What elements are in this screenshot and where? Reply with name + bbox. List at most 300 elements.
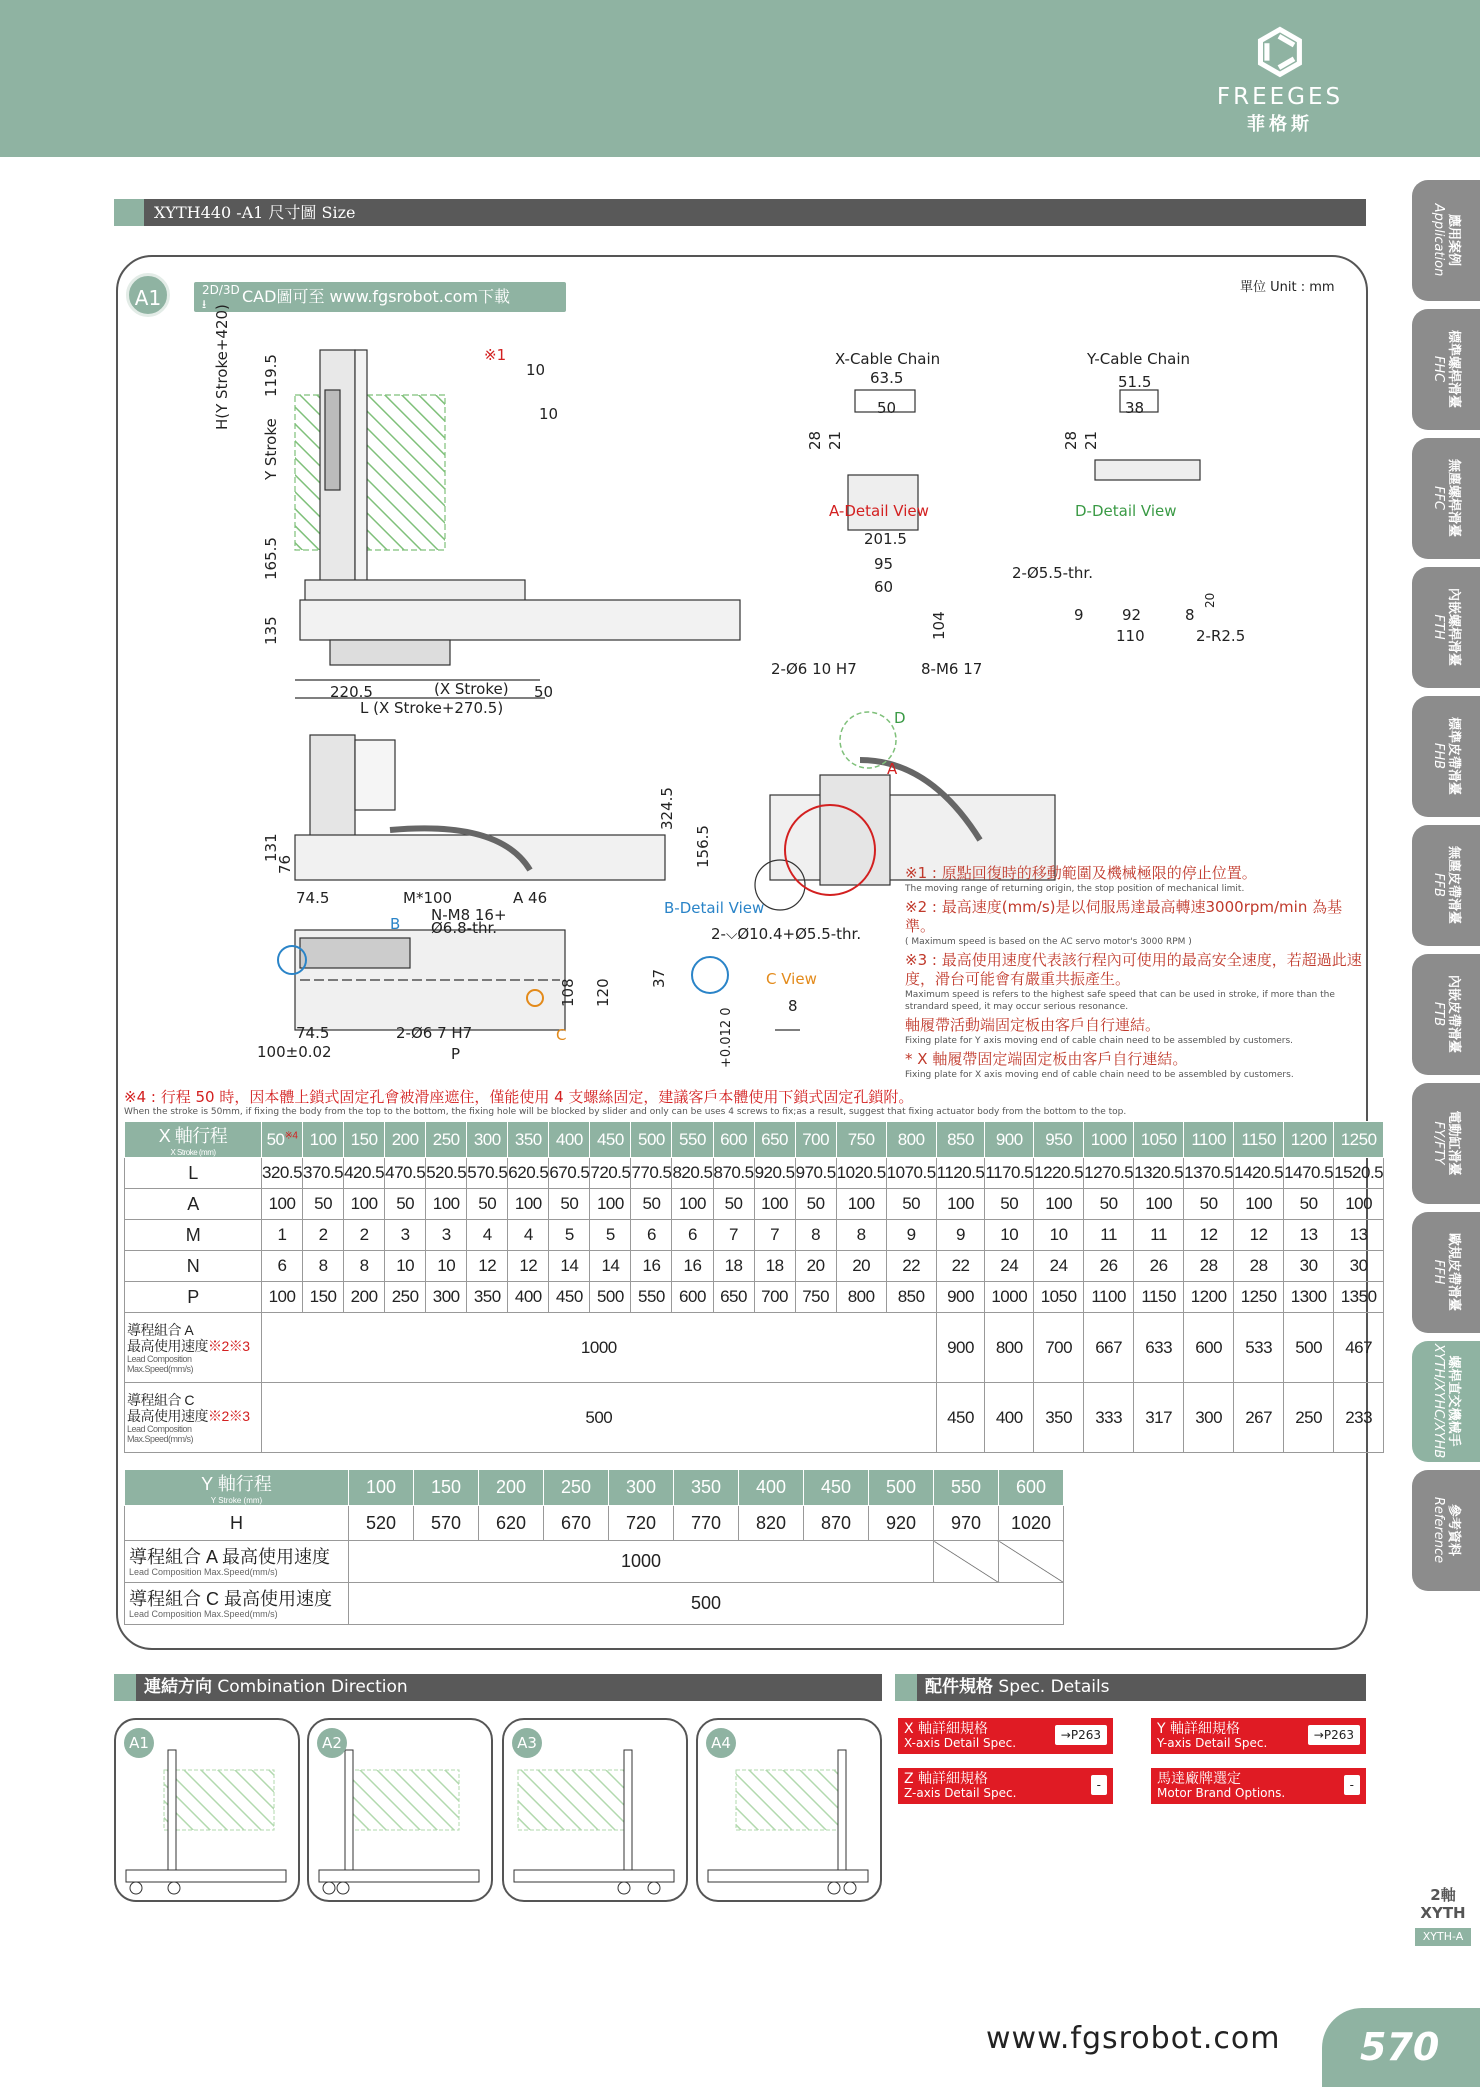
x-table-cell: 100 (754, 1189, 795, 1220)
dim-119: 119.5 (262, 354, 280, 397)
y-speed-a-label: 導程組合 A 最高使用速度 Lead Composition Max.Speed(mm/s) (125, 1541, 349, 1583)
x-table-cell: 11 (1134, 1220, 1184, 1251)
x-table-cell: 1300 (1284, 1282, 1334, 1313)
x-speed-cell: 700 (1034, 1313, 1084, 1383)
x-table-cell: 800 (836, 1282, 886, 1313)
speed-label-en1: Lead Composition (127, 1423, 192, 1434)
x-speed-cell: 600 (1184, 1313, 1234, 1383)
x-table-cell: 8 (303, 1251, 344, 1282)
y-h-cell: 770 (674, 1506, 739, 1541)
x-table-cell: 2 (344, 1220, 385, 1251)
d-thread: 2-Ø5.5-thr. (1012, 564, 1093, 582)
x-table-cell: 50 (549, 1189, 590, 1220)
y-table-header-label: Y 軸行程 Y Stroke (mm) (125, 1470, 349, 1506)
x-table-cell: 8 (344, 1251, 385, 1282)
b-detail-view-title: B-Detail View (664, 899, 765, 917)
x-table-cell: 900 (936, 1282, 985, 1313)
x-stroke-cell: 550 (672, 1122, 713, 1158)
x-speed-cell: 800 (985, 1313, 1034, 1383)
x-speed-cell: 250 (1284, 1383, 1334, 1453)
dim-50: 50 (534, 683, 554, 701)
x-table-cell: 1470.5 (1284, 1158, 1334, 1189)
dim-51: 51.5 (1118, 373, 1152, 391)
x-table-cell: 1250 (1234, 1282, 1284, 1313)
footer-url[interactable]: www.fgsrobot.com (986, 2021, 1281, 2056)
speed-label-line2: 最高使用速度 (127, 1407, 208, 1424)
x-stroke-cell: 1050 (1134, 1122, 1184, 1158)
x-table-cell: 4 (467, 1220, 508, 1251)
dim-100: 100±0.02 (257, 1043, 332, 1061)
x-table-cell: 18 (754, 1251, 795, 1282)
y-stroke-cell: 200 (479, 1470, 544, 1506)
d-radius: 2-R2.5 (1196, 627, 1246, 645)
x-speed-row (125, 1383, 1384, 1453)
dim-50b: 50 (877, 399, 897, 417)
tab-fy[interactable]: 電動缸滑臺 FY/FTY (1412, 1083, 1480, 1204)
x-speed-row (125, 1313, 1384, 1383)
x-table-cell: 1000 (985, 1282, 1034, 1313)
x-speed-merged: 500 (262, 1383, 937, 1453)
dim-92: 92 (1122, 606, 1142, 624)
y-stroke-cell: 350 (674, 1470, 739, 1506)
x-table-cell: 100 (262, 1282, 303, 1313)
x-table-cell: 13 (1334, 1220, 1384, 1251)
x-table-cell: 500 (590, 1282, 631, 1313)
x-table-cell: 12 (508, 1251, 549, 1282)
spec-ref-link[interactable]: →P263 (1055, 1725, 1107, 1745)
y-speed-c-label: 導程組合 C 最高使用速度 Lead Composition Max.Speed(mm/s) (125, 1583, 349, 1625)
dim-156: 156.5 (694, 825, 712, 868)
x-table-cell: 300 (426, 1282, 467, 1313)
tab-xyth[interactable]: 螺桿直交機械手 XYTH/XYHC/XYHB (1412, 1341, 1480, 1462)
x-table-cell: 100 (836, 1189, 886, 1220)
dim-104: 104 (930, 611, 948, 640)
note-stroke-50: ※4 : 行程 50 時，因本體上鎖式固定孔會被滑座遮住，僅能使用 4 支螺絲固定，建議客戶本體使用下鎖式固定孔鎖附。 When the stroke is 50mm, if fixing the body from the top to the bottom, the fixing hole will be blocked by slider and only can be uses 4 screws to fix;as a result, suggest that fixing actuator body from the bottom to the top. (124, 1088, 1127, 1117)
x-table-cell: 1420.5 (1234, 1158, 1284, 1189)
x-stroke-cell: 200 (385, 1122, 426, 1158)
x-stroke-cell: 50$^{※4}$ (262, 1122, 303, 1158)
dim-165: 165.5 (262, 537, 280, 580)
x-table-cell: 16 (672, 1251, 713, 1282)
x-table-cell: 920.5 (754, 1158, 795, 1189)
x-table-cell: 24 (1034, 1251, 1084, 1282)
x-table-cell: 20 (836, 1251, 886, 1282)
x-row-label: A (125, 1189, 262, 1220)
x-speed-cell: 333 (1084, 1383, 1134, 1453)
x-table-cell: 14 (590, 1251, 631, 1282)
x-table-cell: 50 (886, 1189, 936, 1220)
x-speed-cell: 467 (1334, 1313, 1384, 1383)
x-table-cell: 28 (1184, 1251, 1234, 1282)
dim-m100: M*100 (403, 889, 453, 907)
x-stroke-cell: 350 (508, 1122, 549, 1158)
y-stroke-table (124, 1469, 1064, 1625)
panel-badge: A1 (126, 273, 170, 317)
x-table-cell: 820.5 (672, 1158, 713, 1189)
x-stroke-cell: 1000 (1084, 1122, 1134, 1158)
x-table-cell: 100 (262, 1189, 303, 1220)
x-speed-cell: 533 (1234, 1313, 1284, 1383)
x-stroke-cell: 500 (631, 1122, 672, 1158)
x-table-cell: 50 (385, 1189, 426, 1220)
download-icon: 2D/3D ⭳ (202, 283, 240, 311)
dim-63: 63.5 (870, 369, 904, 387)
x-table-cell: 50 (1284, 1189, 1334, 1220)
y-stroke-cell: 600 (999, 1470, 1064, 1506)
dim-28b: 28 (1062, 430, 1080, 450)
dim-tolerance: +0.012 0 (719, 1007, 734, 1068)
x-table-cell: 720.5 (590, 1158, 631, 1189)
spec-motor-brand[interactable]: 馬達廠牌選定 Motor Brand Options. - (1151, 1768, 1366, 1804)
x-speed-label (125, 1313, 262, 1383)
x-table-cell: 2 (303, 1220, 344, 1251)
dim-x-stroke: (X Stroke) (434, 680, 509, 698)
x-stroke-cell: 850 (936, 1122, 985, 1158)
x-table-cell: 50 (303, 1189, 344, 1220)
y-stroke-cell: 150 (414, 1470, 479, 1506)
x-row-label: N (125, 1251, 262, 1282)
dim-8c: 8 (788, 997, 798, 1015)
x-table-cell: 600 (672, 1282, 713, 1313)
dim-131: 131 (262, 833, 280, 862)
dim-95: 95 (874, 555, 894, 573)
x-table-cell: 50 (795, 1189, 836, 1220)
x-table-cell: 22 (936, 1251, 985, 1282)
x-table-cell: 7 (713, 1220, 754, 1251)
x-table-cell: 50 (1184, 1189, 1234, 1220)
combination-card-a3[interactable] (502, 1718, 688, 1902)
dim-74a: 74.5 (296, 889, 330, 907)
a-holes: 2-Ø6 10 H7 (771, 660, 857, 678)
x-table-cell: 1100 (1084, 1282, 1134, 1313)
tab-ffb[interactable]: 無塵皮帶滑臺 FFB (1412, 825, 1480, 946)
x-table-cell: 4 (508, 1220, 549, 1251)
tab-reference[interactable]: 參考資料 Reference (1412, 1470, 1480, 1591)
speed-label-en2: Max.Speed(mm/s) (127, 1433, 194, 1444)
y-h-cell: 870 (804, 1506, 869, 1541)
x-stroke-cell: 1250 (1334, 1122, 1384, 1158)
spec-x-axis[interactable]: X 軸詳細規格 X-axis Detail Spec. →P263 (898, 1718, 1113, 1754)
combination-card-a2[interactable] (307, 1718, 493, 1902)
y-h-cell: 670 (544, 1506, 609, 1541)
x-speed-cell: 900 (936, 1313, 985, 1383)
speed-label-line1: 導程組合 C (127, 1391, 194, 1408)
x-table-body (125, 1158, 1384, 1453)
series-tag: XYTH-A (1415, 1928, 1471, 1946)
y-table-speed-c-row (125, 1583, 1064, 1625)
x-table-cell: 12 (1234, 1220, 1284, 1251)
tab-ftb[interactable]: 內嵌皮帶滑臺 FTB (1412, 954, 1480, 1075)
logo-icon: ⌬ (1254, 17, 1306, 85)
x-table-cell: 18 (713, 1251, 754, 1282)
x-table-cell: 28 (1234, 1251, 1284, 1282)
note-3: ※3 : 最高使用速度代表該行程內可使用的最高安全速度，若超過此速度，滑台可能會有嚴重共振產生。 Maximum speed is refers to the highest safe speed that can be used in stroke, if more than the strandard speed, it may occur serious resonance. (905, 951, 1362, 1012)
section-title-bar (114, 199, 1366, 226)
dim-38: 38 (1125, 399, 1145, 417)
dim-76: 76 (276, 854, 294, 874)
x-table-cell: 16 (631, 1251, 672, 1282)
tab-fhc[interactable]: 標準螺桿滑臺 FHC (1412, 309, 1480, 430)
tab-fhb[interactable]: 標準皮帶滑臺 FHB (1412, 696, 1480, 817)
x-table-cell: 470.5 (385, 1158, 426, 1189)
speed-label-mark: ※2※3 (208, 1407, 250, 1424)
y-table-speed-a-row (125, 1541, 1064, 1583)
y-stroke-area (295, 395, 445, 550)
dim-10a: 10 (526, 361, 546, 379)
dim-108: 108 (559, 978, 577, 1007)
tab-ffc[interactable]: 無塵螺桿滑臺 FFC (1412, 438, 1480, 559)
x-table-cell: 200 (344, 1282, 385, 1313)
dim-nm8: N-M8 16+ (431, 906, 507, 924)
x-table-cell: 5 (549, 1220, 590, 1251)
dim-y-stroke: Y Stroke (262, 418, 280, 480)
speed-label-line2: 最高使用速度 (127, 1337, 208, 1354)
unit-label: 單位 Unit : mm (1240, 280, 1335, 295)
x-table-cell: 30 (1334, 1251, 1384, 1282)
x-table-cell: 12 (1184, 1220, 1234, 1251)
x-table-row (125, 1189, 1384, 1220)
dim-74b: 74.5 (296, 1024, 330, 1042)
x-table-cell: 570.5 (467, 1158, 508, 1189)
spec-ref-link[interactable]: →P263 (1308, 1725, 1360, 1745)
x-table-cell: 1150 (1134, 1282, 1184, 1313)
tab-application[interactable]: 應用案例 Application (1412, 180, 1480, 301)
x-table-cell: 1320.5 (1134, 1158, 1184, 1189)
speed-label-en1: Lead Composition (127, 1353, 192, 1364)
y-h-cell: 1020 (999, 1506, 1064, 1541)
x-table-cell: 100 (936, 1189, 985, 1220)
x-table-cell: 9 (936, 1220, 985, 1251)
x-table-cell: 750 (795, 1282, 836, 1313)
y-table-header-row (125, 1470, 1064, 1506)
x-speed-cell: 267 (1234, 1383, 1284, 1453)
x-speed-merged: 1000 (262, 1313, 937, 1383)
spec-title-bar: 配件規格 Spec. Details (895, 1674, 1366, 1701)
x-table-cell: 100 (508, 1189, 549, 1220)
combination-badge: A4 (706, 1728, 736, 1758)
x-table-cell: 320.5 (262, 1158, 303, 1189)
x-table-cell: 1350 (1334, 1282, 1384, 1313)
dim-201: 201.5 (864, 530, 907, 548)
spec-ref-link[interactable]: - (1091, 1775, 1107, 1795)
x-table-cell: 8 (836, 1220, 886, 1251)
x-speed-cell: 400 (985, 1383, 1034, 1453)
y-stroke-cell: 300 (609, 1470, 674, 1506)
x-table-row (125, 1220, 1384, 1251)
notes-block (905, 864, 1365, 1084)
x-stroke-cell: 650 (754, 1122, 795, 1158)
y-row-label: H (125, 1506, 349, 1541)
x-table-cell: 1170.5 (985, 1158, 1034, 1189)
x-table-cell: 6 (631, 1220, 672, 1251)
b-spec: 2-⌵Ø10.4+Ø5.5-thr. (711, 925, 862, 943)
x-table-cell: 1200 (1184, 1282, 1234, 1313)
note-2: ※2 : 最高速度(mm/s)是以伺服馬達最高轉速3000rpm/min 為基準。 ( Maximum speed is based on the AC servo motor's 3000 RPM ) (905, 898, 1343, 947)
dim-37: 37 (650, 968, 668, 988)
x-speed-cell: 350 (1034, 1383, 1084, 1453)
x-table-cell: 100 (1134, 1189, 1184, 1220)
y-h-cell: 520 (349, 1506, 414, 1541)
x-table-cell: 10 (426, 1251, 467, 1282)
dim-120: 120 (594, 978, 612, 1007)
x-table-cell: 870.5 (713, 1158, 754, 1189)
x-table-cell: 8 (795, 1220, 836, 1251)
y-stroke-cell: 100 (349, 1470, 414, 1506)
x-speed-cell: 450 (936, 1383, 985, 1453)
x-stroke-cell: 450 (590, 1122, 631, 1158)
label-b: B (390, 915, 401, 933)
combination-badge: A2 (317, 1728, 347, 1758)
x-table-cell: 1 (262, 1220, 303, 1251)
x-table-cell: 400 (508, 1282, 549, 1313)
c-view-title: C View (766, 970, 817, 988)
p-holes: 2-Ø6 7 H7 (396, 1024, 473, 1042)
side-tabs (1412, 180, 1480, 1599)
dim-9: 9 (1074, 606, 1084, 624)
tab-ffh[interactable]: 歐規皮帶滑臺 FFH (1412, 1212, 1480, 1333)
x-table-cell: 7 (754, 1220, 795, 1251)
x-table-cell: 12 (467, 1251, 508, 1282)
x-speed-cell: 300 (1184, 1383, 1234, 1453)
x-table-cell: 770.5 (631, 1158, 672, 1189)
page-number: 570 (1322, 2008, 1480, 2087)
x-table-cell: 520.5 (426, 1158, 467, 1189)
x-table-cell: 10 (1034, 1220, 1084, 1251)
x-table-cell: 26 (1084, 1251, 1134, 1282)
spec-ref-link[interactable]: - (1344, 1775, 1360, 1795)
x-table-cell: 700 (754, 1282, 795, 1313)
x-cable-chain-title: X-Cable Chain (835, 350, 941, 368)
dim-10b: 10 (539, 405, 559, 423)
a-m6: 8-M6 17 (921, 660, 983, 678)
x-stroke-cell: 100 (303, 1122, 344, 1158)
x-stroke-cell: 1200 (1284, 1122, 1334, 1158)
y-h-cell: 620 (479, 1506, 544, 1541)
dim-28a: 28 (806, 430, 824, 450)
mark-1: ※1 (484, 346, 507, 364)
x-table-cell: 1220.5 (1034, 1158, 1084, 1189)
x-table-cell: 6 (672, 1220, 713, 1251)
x-table-cell: 50 (985, 1189, 1034, 1220)
x-stroke-cell: 1150 (1234, 1122, 1284, 1158)
x-table-cell: 850 (886, 1282, 936, 1313)
x-table-cell: 50 (1084, 1189, 1134, 1220)
cad-download-link[interactable]: 2D/3D ⭳ CAD圖可至 www.fgsrobot.com下載 (194, 282, 566, 312)
x-stroke-cell: 700 (795, 1122, 836, 1158)
y-stroke-cell: 500 (869, 1470, 934, 1506)
x-row-label: M (125, 1220, 262, 1251)
x-speed-cell: 317 (1134, 1383, 1184, 1453)
x-table-cell: 250 (385, 1282, 426, 1313)
combination-card-a1[interactable] (114, 1718, 300, 1902)
y-h-cell: 820 (739, 1506, 804, 1541)
x-stroke-cell: 1100 (1184, 1122, 1234, 1158)
y-stroke-cell: 250 (544, 1470, 609, 1506)
x-table-cell: 13 (1284, 1220, 1334, 1251)
brand-name-zh: 菲格斯 (1247, 114, 1313, 135)
combination-title-bar: 連結方向 Combination Direction (114, 1674, 882, 1701)
x-table-cell: 670.5 (549, 1158, 590, 1189)
label-p: P (451, 1045, 461, 1063)
x-table-cell: 24 (985, 1251, 1034, 1282)
x-table-cell: 100 (344, 1189, 385, 1220)
combination-card-a4[interactable] (696, 1718, 882, 1902)
x-table-cell: 1070.5 (886, 1158, 936, 1189)
a-detail-view-title: A-Detail View (829, 502, 929, 520)
dim-20: 20 (1203, 592, 1217, 608)
x-table-cell: 11 (1084, 1220, 1134, 1251)
x-stroke-cell: 150 (344, 1122, 385, 1158)
x-table-cell: 100 (426, 1189, 467, 1220)
y-speed-a-value: 1000 (349, 1541, 934, 1583)
dim-220: 220.5 (330, 683, 373, 701)
x-stroke-cell: 300 (467, 1122, 508, 1158)
x-table-cell: 620.5 (508, 1158, 549, 1189)
x-table-cell: 5 (590, 1220, 631, 1251)
x-table-header-row (125, 1122, 1384, 1158)
x-table-cell: 550 (631, 1282, 672, 1313)
dim-60: 60 (874, 578, 894, 596)
x-stroke-cell: 900 (985, 1122, 1034, 1158)
dim-68: Ø6.8-thr. (431, 919, 498, 937)
series-marker: 2軸 XYTH XYTH-A (1406, 1886, 1480, 1946)
speed-label-line1: 導程組合 A (127, 1321, 194, 1338)
x-table-row (125, 1282, 1384, 1313)
y-cable-chain-title: Y-Cable Chain (1087, 350, 1190, 368)
x-stroke-cell: 400 (549, 1122, 590, 1158)
x-table-cell: 3 (385, 1220, 426, 1251)
x-table-cell: 450 (549, 1282, 590, 1313)
x-table-cell: 350 (467, 1282, 508, 1313)
x-table-cell: 3 (426, 1220, 467, 1251)
x-table-cell: 1270.5 (1084, 1158, 1134, 1189)
y-h-cell: 720 (609, 1506, 674, 1541)
spec-y-axis[interactable]: Y 軸詳細規格 Y-axis Detail Spec. →P263 (1151, 1718, 1366, 1754)
x-table-cell: 50 (467, 1189, 508, 1220)
x-table-row (125, 1251, 1384, 1282)
spec-z-axis[interactable]: Z 軸詳細規格 Z-axis Detail Spec. - (898, 1768, 1113, 1804)
x-table-cell: 100 (1034, 1189, 1084, 1220)
x-table-cell: 26 (1134, 1251, 1184, 1282)
x-table-cell: 100 (1234, 1189, 1284, 1220)
y-stroke-cell: 550 (934, 1470, 999, 1506)
x-speed-cell: 233 (1334, 1383, 1384, 1453)
x-speed-cell: 667 (1084, 1313, 1134, 1383)
x-table-cell: 1370.5 (1184, 1158, 1234, 1189)
brand-name-en: FREEGES (1216, 84, 1344, 110)
x-table-cell: 50 (713, 1189, 754, 1220)
x-stroke-cell: 250 (426, 1122, 467, 1158)
y-h-cell: 570 (414, 1506, 479, 1541)
y-speed-na (999, 1541, 1064, 1583)
x-stroke-cell: 600 (713, 1122, 754, 1158)
x-table-cell: 420.5 (344, 1158, 385, 1189)
x-table-cell: 6 (262, 1251, 303, 1282)
d-detail-view-title: D-Detail View (1075, 502, 1177, 520)
x-table-cell: 9 (886, 1220, 936, 1251)
speed-label-en2: Max.Speed(mm/s) (127, 1363, 194, 1374)
x-table-cell: 50 (631, 1189, 672, 1220)
dim-21a: 21 (826, 430, 844, 450)
y-h-cell: 920 (869, 1506, 934, 1541)
x-table-cell: 370.5 (303, 1158, 344, 1189)
x-row-label: P (125, 1282, 262, 1313)
note-4: 軸履帶活動端固定板由客戶自行連結。 Fixing plate for Y axis moving end of cable chain need to be assembled by customers. (905, 1016, 1294, 1046)
tab-fth[interactable]: 內嵌螺桿滑臺 FTH (1412, 567, 1480, 688)
x-table-cell: 14 (549, 1251, 590, 1282)
x-table-cell: 10 (985, 1220, 1034, 1251)
x-table-cell: 22 (886, 1251, 936, 1282)
